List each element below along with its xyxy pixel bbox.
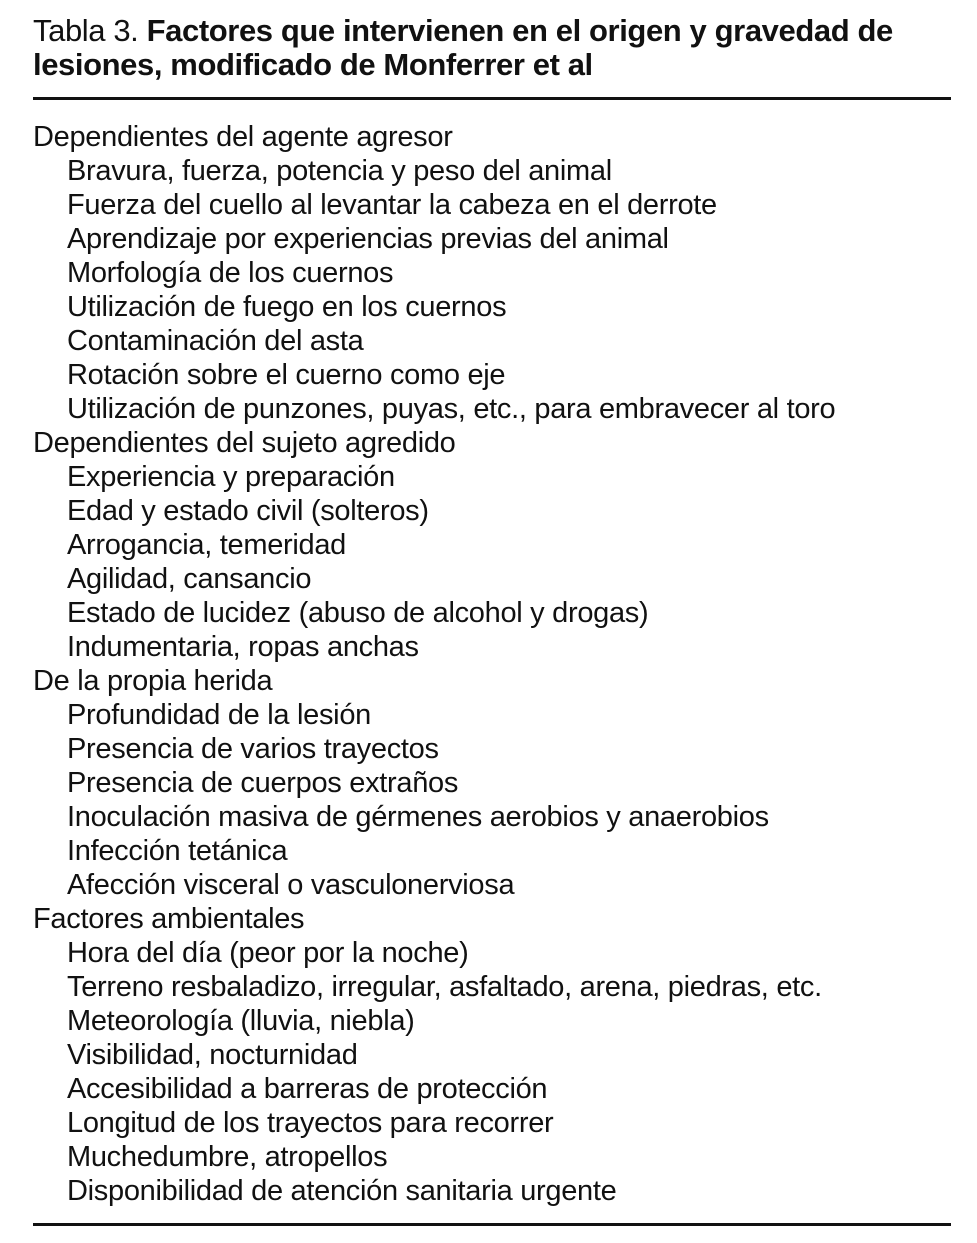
list-item: Utilización de fuego en los cuernos bbox=[67, 291, 507, 323]
group-title: Dependientes del agente agresor bbox=[33, 121, 453, 153]
list-item: Estado de lucidez (abuso de alcohol y drogas) bbox=[67, 597, 649, 629]
list-item: Edad y estado civil (solteros) bbox=[67, 495, 429, 527]
group-title: Factores ambientales bbox=[33, 903, 305, 935]
table-figure bbox=[33, 14, 951, 1226]
list-item: Agilidad, cansancio bbox=[67, 563, 312, 595]
list-item: Presencia de varios trayectos bbox=[67, 733, 439, 765]
list-item: Disponibilidad de atención sanitaria urgente bbox=[67, 1175, 617, 1207]
list-item: Contaminación del asta bbox=[67, 325, 364, 357]
list-item: Morfología de los cuernos bbox=[67, 257, 394, 289]
list-item: Accesibilidad a barreras de protección bbox=[67, 1073, 548, 1105]
table-title: Factores que intervienen en el origen y gravedad de lesiones, modificado de Monferrer et al bbox=[33, 13, 893, 82]
list-item: Afección visceral o vasculonerviosa bbox=[67, 869, 515, 901]
list-item: Presencia de cuerpos extraños bbox=[67, 767, 459, 799]
list-item: Experiencia y preparación bbox=[67, 461, 395, 493]
group-title: Dependientes del sujeto agredido bbox=[33, 427, 456, 459]
list-item: Infección tetánica bbox=[67, 835, 288, 867]
list-item: Fuerza del cuello al levantar la cabeza en el derrote bbox=[67, 189, 717, 221]
top-rule bbox=[33, 97, 951, 100]
list-item: Bravura, fuerza, potencia y peso del animal bbox=[67, 155, 612, 187]
list-item: Arrogancia, temeridad bbox=[67, 529, 347, 561]
list-item: Utilización de punzones, puyas, etc., para embravecer al toro bbox=[67, 393, 836, 425]
table-body bbox=[33, 120, 951, 1208]
list-item: Rotación sobre el cuerno como eje bbox=[67, 359, 506, 391]
list-item: Inoculación masiva de gérmenes aerobios y anaerobios bbox=[67, 801, 769, 833]
list-item: Terreno resbaladizo, irregular, asfaltado, arena, piedras, etc. bbox=[67, 971, 822, 1003]
bottom-rule bbox=[33, 1223, 951, 1226]
list-item: Meteorología (lluvia, niebla) bbox=[67, 1005, 415, 1037]
list-item: Muchedumbre, atropellos bbox=[67, 1141, 388, 1173]
list-item: Longitud de los trayectos para recorrer bbox=[67, 1107, 554, 1139]
list-item: Aprendizaje por experiencias previas del animal bbox=[67, 223, 669, 255]
list-item: Visibilidad, nocturnidad bbox=[67, 1039, 358, 1071]
group-title: De la propia herida bbox=[33, 665, 273, 697]
table-caption bbox=[33, 14, 951, 82]
list-item: Profundidad de la lesión bbox=[67, 699, 371, 731]
table-label: Tabla 3. bbox=[33, 13, 139, 48]
list-item: Indumentaria, ropas anchas bbox=[67, 631, 419, 663]
list-item: Hora del día (peor por la noche) bbox=[67, 937, 469, 969]
